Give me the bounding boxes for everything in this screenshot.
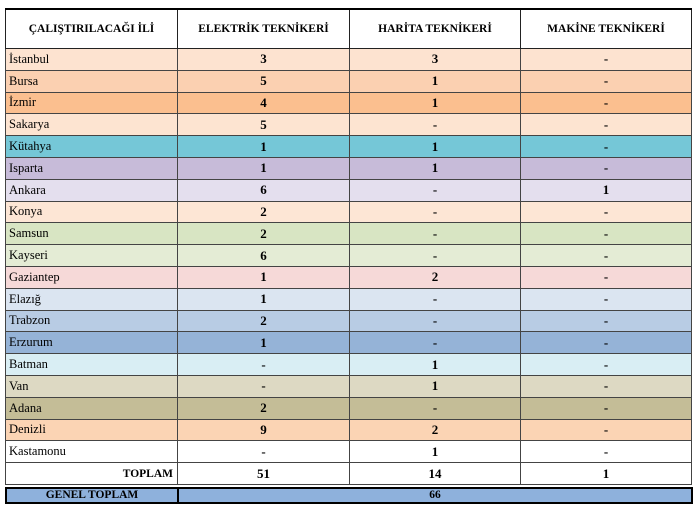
harita-cell: 1 [350, 441, 521, 463]
table-row [6, 310, 692, 332]
harita-cell: - [350, 223, 521, 245]
total-harita: 14 [350, 463, 521, 485]
city-cell: Konya [6, 201, 178, 223]
city-cell: Bursa [6, 70, 178, 92]
elektrik-cell: 5 [178, 114, 350, 136]
table-row [6, 179, 692, 201]
elektrik-cell: 5 [178, 70, 350, 92]
makine-cell: - [521, 70, 692, 92]
header-harita: HARİTA TEKNİKERİ [350, 9, 521, 49]
city-cell: Erzurum [6, 332, 178, 354]
table-row [6, 49, 692, 71]
elektrik-cell: 2 [178, 310, 350, 332]
makine-cell: - [521, 136, 692, 158]
total-elektrik: 51 [178, 463, 350, 485]
elektrik-cell: - [178, 375, 350, 397]
table-row [6, 441, 692, 463]
city-cell: Denizli [6, 419, 178, 441]
makine-cell: - [521, 419, 692, 441]
makine-cell: - [521, 397, 692, 419]
harita-cell: 1 [350, 157, 521, 179]
harita-cell: - [350, 114, 521, 136]
elektrik-cell: 6 [178, 179, 350, 201]
staffing-table [5, 8, 692, 485]
makine-cell: - [521, 441, 692, 463]
table-row [6, 157, 692, 179]
elektrik-cell: 1 [178, 332, 350, 354]
harita-cell: - [350, 332, 521, 354]
city-cell: Isparta [6, 157, 178, 179]
harita-cell: 1 [350, 70, 521, 92]
elektrik-cell: 1 [178, 157, 350, 179]
elektrik-cell: - [178, 354, 350, 376]
table-row [6, 92, 692, 114]
city-cell: Kastamonu [6, 441, 178, 463]
makine-cell: - [521, 114, 692, 136]
makine-cell: - [521, 288, 692, 310]
harita-cell: - [350, 201, 521, 223]
harita-cell: - [350, 179, 521, 201]
elektrik-cell: 3 [178, 49, 350, 71]
city-cell: Adana [6, 397, 178, 419]
grand-total-table [5, 487, 693, 504]
total-makine: 1 [521, 463, 692, 485]
makine-cell: - [521, 354, 692, 376]
harita-cell: 3 [350, 49, 521, 71]
table-row [6, 332, 692, 354]
city-cell: Van [6, 375, 178, 397]
harita-cell: 1 [350, 92, 521, 114]
table-body [6, 49, 692, 463]
table-row [6, 201, 692, 223]
city-cell: İzmir [6, 92, 178, 114]
table-row [6, 397, 692, 419]
city-cell: Sakarya [6, 114, 178, 136]
elektrik-cell: 2 [178, 223, 350, 245]
table-row [6, 266, 692, 288]
header-elektrik: ELEKTRİK TEKNİKERİ [178, 9, 350, 49]
grand-total-row [6, 488, 692, 503]
makine-cell: - [521, 49, 692, 71]
table-row [6, 223, 692, 245]
total-row [6, 463, 692, 485]
harita-cell: - [350, 245, 521, 267]
table-row [6, 375, 692, 397]
grand-total-value: 66 [178, 488, 692, 503]
makine-cell: - [521, 375, 692, 397]
harita-cell: 1 [350, 375, 521, 397]
city-cell: Kayseri [6, 245, 178, 267]
harita-cell: 1 [350, 136, 521, 158]
header-city: ÇALIŞTIRILACAĞI İLİ [6, 9, 178, 49]
elektrik-cell: 9 [178, 419, 350, 441]
harita-cell: 2 [350, 266, 521, 288]
makine-cell: 1 [521, 179, 692, 201]
staffing-table-container [5, 8, 691, 504]
makine-cell: - [521, 332, 692, 354]
elektrik-cell: 2 [178, 397, 350, 419]
makine-cell: - [521, 92, 692, 114]
makine-cell: - [521, 157, 692, 179]
elektrik-cell: 6 [178, 245, 350, 267]
makine-cell: - [521, 310, 692, 332]
city-cell: Samsun [6, 223, 178, 245]
city-cell: Kütahya [6, 136, 178, 158]
table-row [6, 354, 692, 376]
grand-total-label: GENEL TOPLAM [6, 488, 178, 503]
table-row [6, 288, 692, 310]
table-row [6, 70, 692, 92]
city-cell: Batman [6, 354, 178, 376]
harita-cell: 2 [350, 419, 521, 441]
table-row [6, 136, 692, 158]
total-label: TOPLAM [6, 463, 178, 485]
elektrik-cell: 1 [178, 288, 350, 310]
harita-cell: - [350, 310, 521, 332]
harita-cell: - [350, 288, 521, 310]
city-cell: Gaziantep [6, 266, 178, 288]
city-cell: Ankara [6, 179, 178, 201]
city-cell: İstanbul [6, 49, 178, 71]
makine-cell: - [521, 223, 692, 245]
city-cell: Trabzon [6, 310, 178, 332]
table-row [6, 419, 692, 441]
table-row [6, 114, 692, 136]
makine-cell: - [521, 201, 692, 223]
makine-cell: - [521, 245, 692, 267]
elektrik-cell: 4 [178, 92, 350, 114]
harita-cell: - [350, 397, 521, 419]
elektrik-cell: 1 [178, 136, 350, 158]
header-makine: MAKİNE TEKNİKERİ [521, 9, 692, 49]
harita-cell: 1 [350, 354, 521, 376]
elektrik-cell: - [178, 441, 350, 463]
table-row [6, 245, 692, 267]
header-row [6, 9, 692, 49]
elektrik-cell: 2 [178, 201, 350, 223]
makine-cell: - [521, 266, 692, 288]
elektrik-cell: 1 [178, 266, 350, 288]
city-cell: Elazığ [6, 288, 178, 310]
